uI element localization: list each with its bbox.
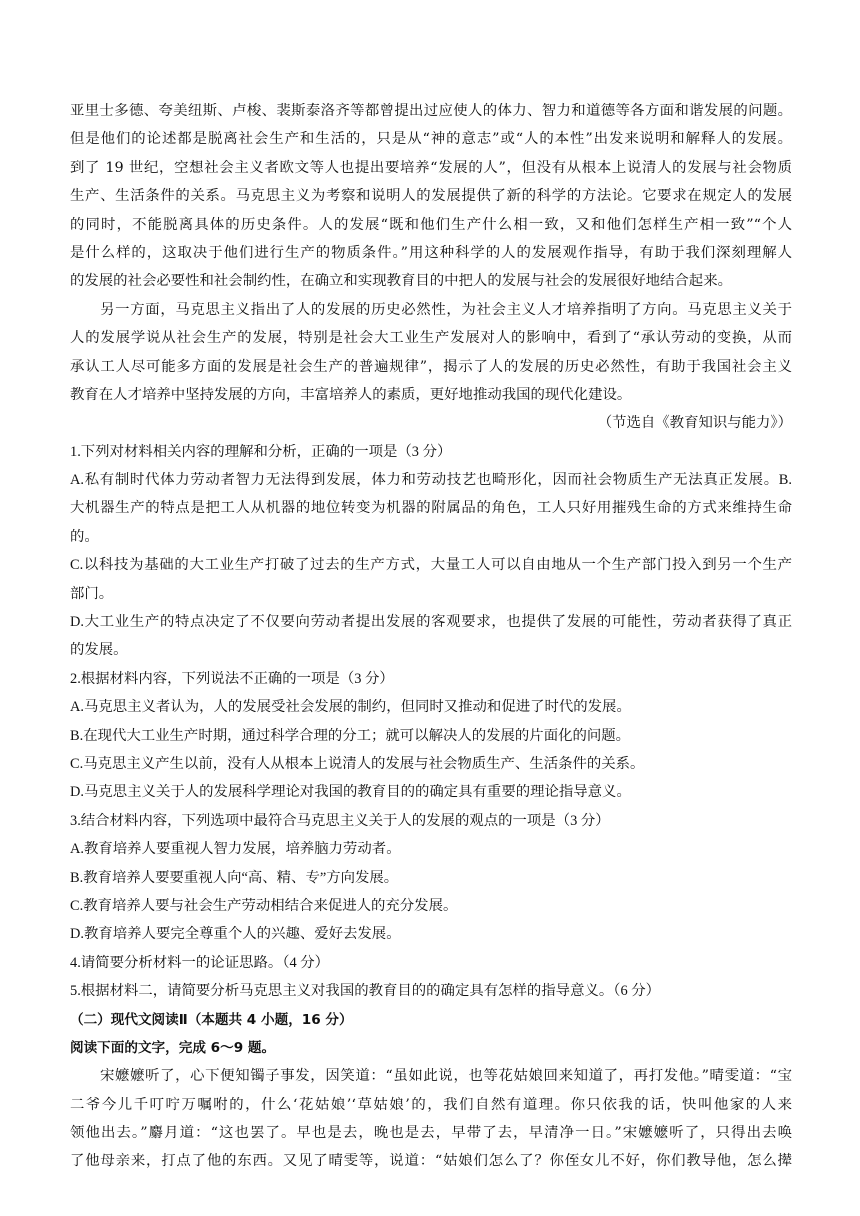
answer-option: C.马克思主义产生以前，没有人从根本上说清人的发展与社会物质生产、生活条件的关系。	[70, 755, 645, 772]
document-page	[70, 97, 792, 1176]
passage-line: 另一方面，马克思主义指出了人的发展的历史必然性，为社会主义人才培养指明了方向。马克思主义关于	[70, 301, 792, 318]
passage-line: 亚里士多德、夸美纽斯、卢梭、裴斯泰洛齐等都曾提出过应使人的体力、智力和道德等各方面和谐发展的问题。	[70, 103, 792, 119]
passage-one	[70, 97, 792, 438]
answer-option: A.教育培养人要重视人智力发展，培养脑力劳动者。	[70, 841, 401, 858]
answer-option: B.在现代大工业生产时期，通过科学合理的分工；就可以解决人的发展的片面化的问题。	[70, 727, 631, 744]
passage-line: 是什么样的，这取决于他们进行生产的物质条件。”用这种科学的人的发展观作指导，有助于我们深刻理解人	[70, 244, 792, 261]
answer-option: 大机器生产的特点是把工人从机器的地位转变为机器的附属品的角色，工人只好用摧残生命的方式来维持生命	[70, 500, 792, 517]
question-stem: 3.结合材料内容，下列选项中最符合马克思主义关于人的发展的观点的一项是（3 分）	[70, 812, 610, 829]
answer-option: A.马克思主义者认为，人的发展受社会发展的制约，但同时又推动和促进了时代的发展。	[70, 699, 631, 716]
passage-line: 二爷今儿千叮咛万嘱咐的，什么‘花姑娘’‘草姑娘’的，我们自然有道理。你只依我的话，快叫他家的人来	[70, 1096, 792, 1113]
passage-line: 但是他们的论述都是脱离社会生产和生活的，只是从“神的意志”或“人的本性”出发来说明和解释人的发展。	[70, 131, 792, 148]
answer-option: D.大工业生产的特点决定了不仅要向劳动者提出发展的客观要求，也提供了发展的可能性，劳动者获得了真正	[70, 614, 792, 631]
passage-line: 领他出去。”麝月道：“这也罢了。早也是去，晚也是去，早带了去，早清净一日。”宋嬷嬷听了，只得出去唤	[70, 1125, 792, 1142]
passage-line: 人的发展学说从社会生产的发展，特别是社会大工业生产发展对人的影响中，看到了“承认劳动的变换，从而	[70, 330, 792, 347]
question-stem: 2.根据材料内容，下列说法不正确的一项是（3 分）	[70, 670, 394, 687]
answer-option: 的。	[70, 528, 99, 545]
question-stem: 4.请简要分析材料一的论证思路。（4 分）	[70, 954, 330, 971]
answer-option: 的发展。	[70, 642, 128, 659]
section-heading: （二）现代文阅读Ⅱ（本题共 4 小题，16 分）	[70, 1011, 353, 1028]
passage-line: 到了 19 世纪，空想社会主义者欧文等人也提出要培养“发展的人”，但没有从根本上说清人的发展与社会物质	[70, 159, 792, 176]
passage-line: 承认工人尽可能多方面的发展是社会生产的普遍规律”，揭示了人的发展的历史必然性，有助于我国社会主义	[70, 358, 792, 375]
section-two	[70, 1006, 792, 1176]
answer-option: B.教育培养人要要重视人向“高、精、专”方向发展。	[70, 869, 399, 886]
passage-line: 了他母亲来，打点了他的东西。又见了晴雯等，说道：“姑娘们怎么了？你侄女儿不好，你们教导他，怎么撵	[70, 1153, 792, 1170]
question-stem: 5.根据材料二，请简要分析马克思主义对我国的教育目的的确定具有怎样的指导意义。（6 分）	[70, 983, 661, 1000]
answer-option: C.以科技为基础的大工业生产打破了过去的生产方式，大量工人可以自由地从一个生产部门投入到另一个生产	[70, 557, 792, 574]
passage-line: 的发展的社会必要性和社会制约性，在确立和实现教育目的中把人的发展与社会的发展很好地结合起来。	[70, 273, 732, 290]
answer-option: C.教育培养人要与社会生产劳动相结合来促进人的充分发展。	[70, 897, 458, 914]
question-block	[70, 438, 792, 1006]
passage-line: 的同时，不能脱离具体的历史条件。人的发展“既和他们生产什么相一致，又和他们怎样生产相一致”“个人	[70, 216, 792, 233]
answer-option: A.私有制时代体力劳动者智力无法得到发展，体力和劳动技艺也畸形化，因而社会物质生产无法真正发展。B.	[70, 472, 792, 489]
passage-line: 教育在人才培养中坚持发展的方向，丰富培养人的素质，更好地推动我国的现代化建设。	[70, 386, 632, 403]
passage-line: 生产、生活条件的关系。马克思主义为考察和说明人的发展提供了新的科学的方法论。它要求在规定人的发展	[70, 188, 792, 205]
question-stem: 1.下列对材料相关内容的理解和分析，正确的一项是（3 分）	[70, 443, 452, 460]
answer-option: D.教育培养人要完全尊重个人的兴趣、爱好去发展。	[70, 926, 401, 943]
answer-option: 部门。	[70, 585, 114, 602]
passage-line: 宋嬷嬷听了，心下便知镯子事发，因笑道：“虽如此说，也等花姑娘回来知道了，再打发他。”晴雯道：“宝	[70, 1068, 792, 1085]
answer-option: D.马克思主义关于人的发展科学理论对我国的教育目的的确定具有重要的理论指导意义。	[70, 784, 631, 801]
section-instruction: 阅读下面的文字，完成 6～9 题。	[70, 1039, 276, 1056]
source-citation: （节选自《教育知识与能力》）	[597, 415, 792, 432]
